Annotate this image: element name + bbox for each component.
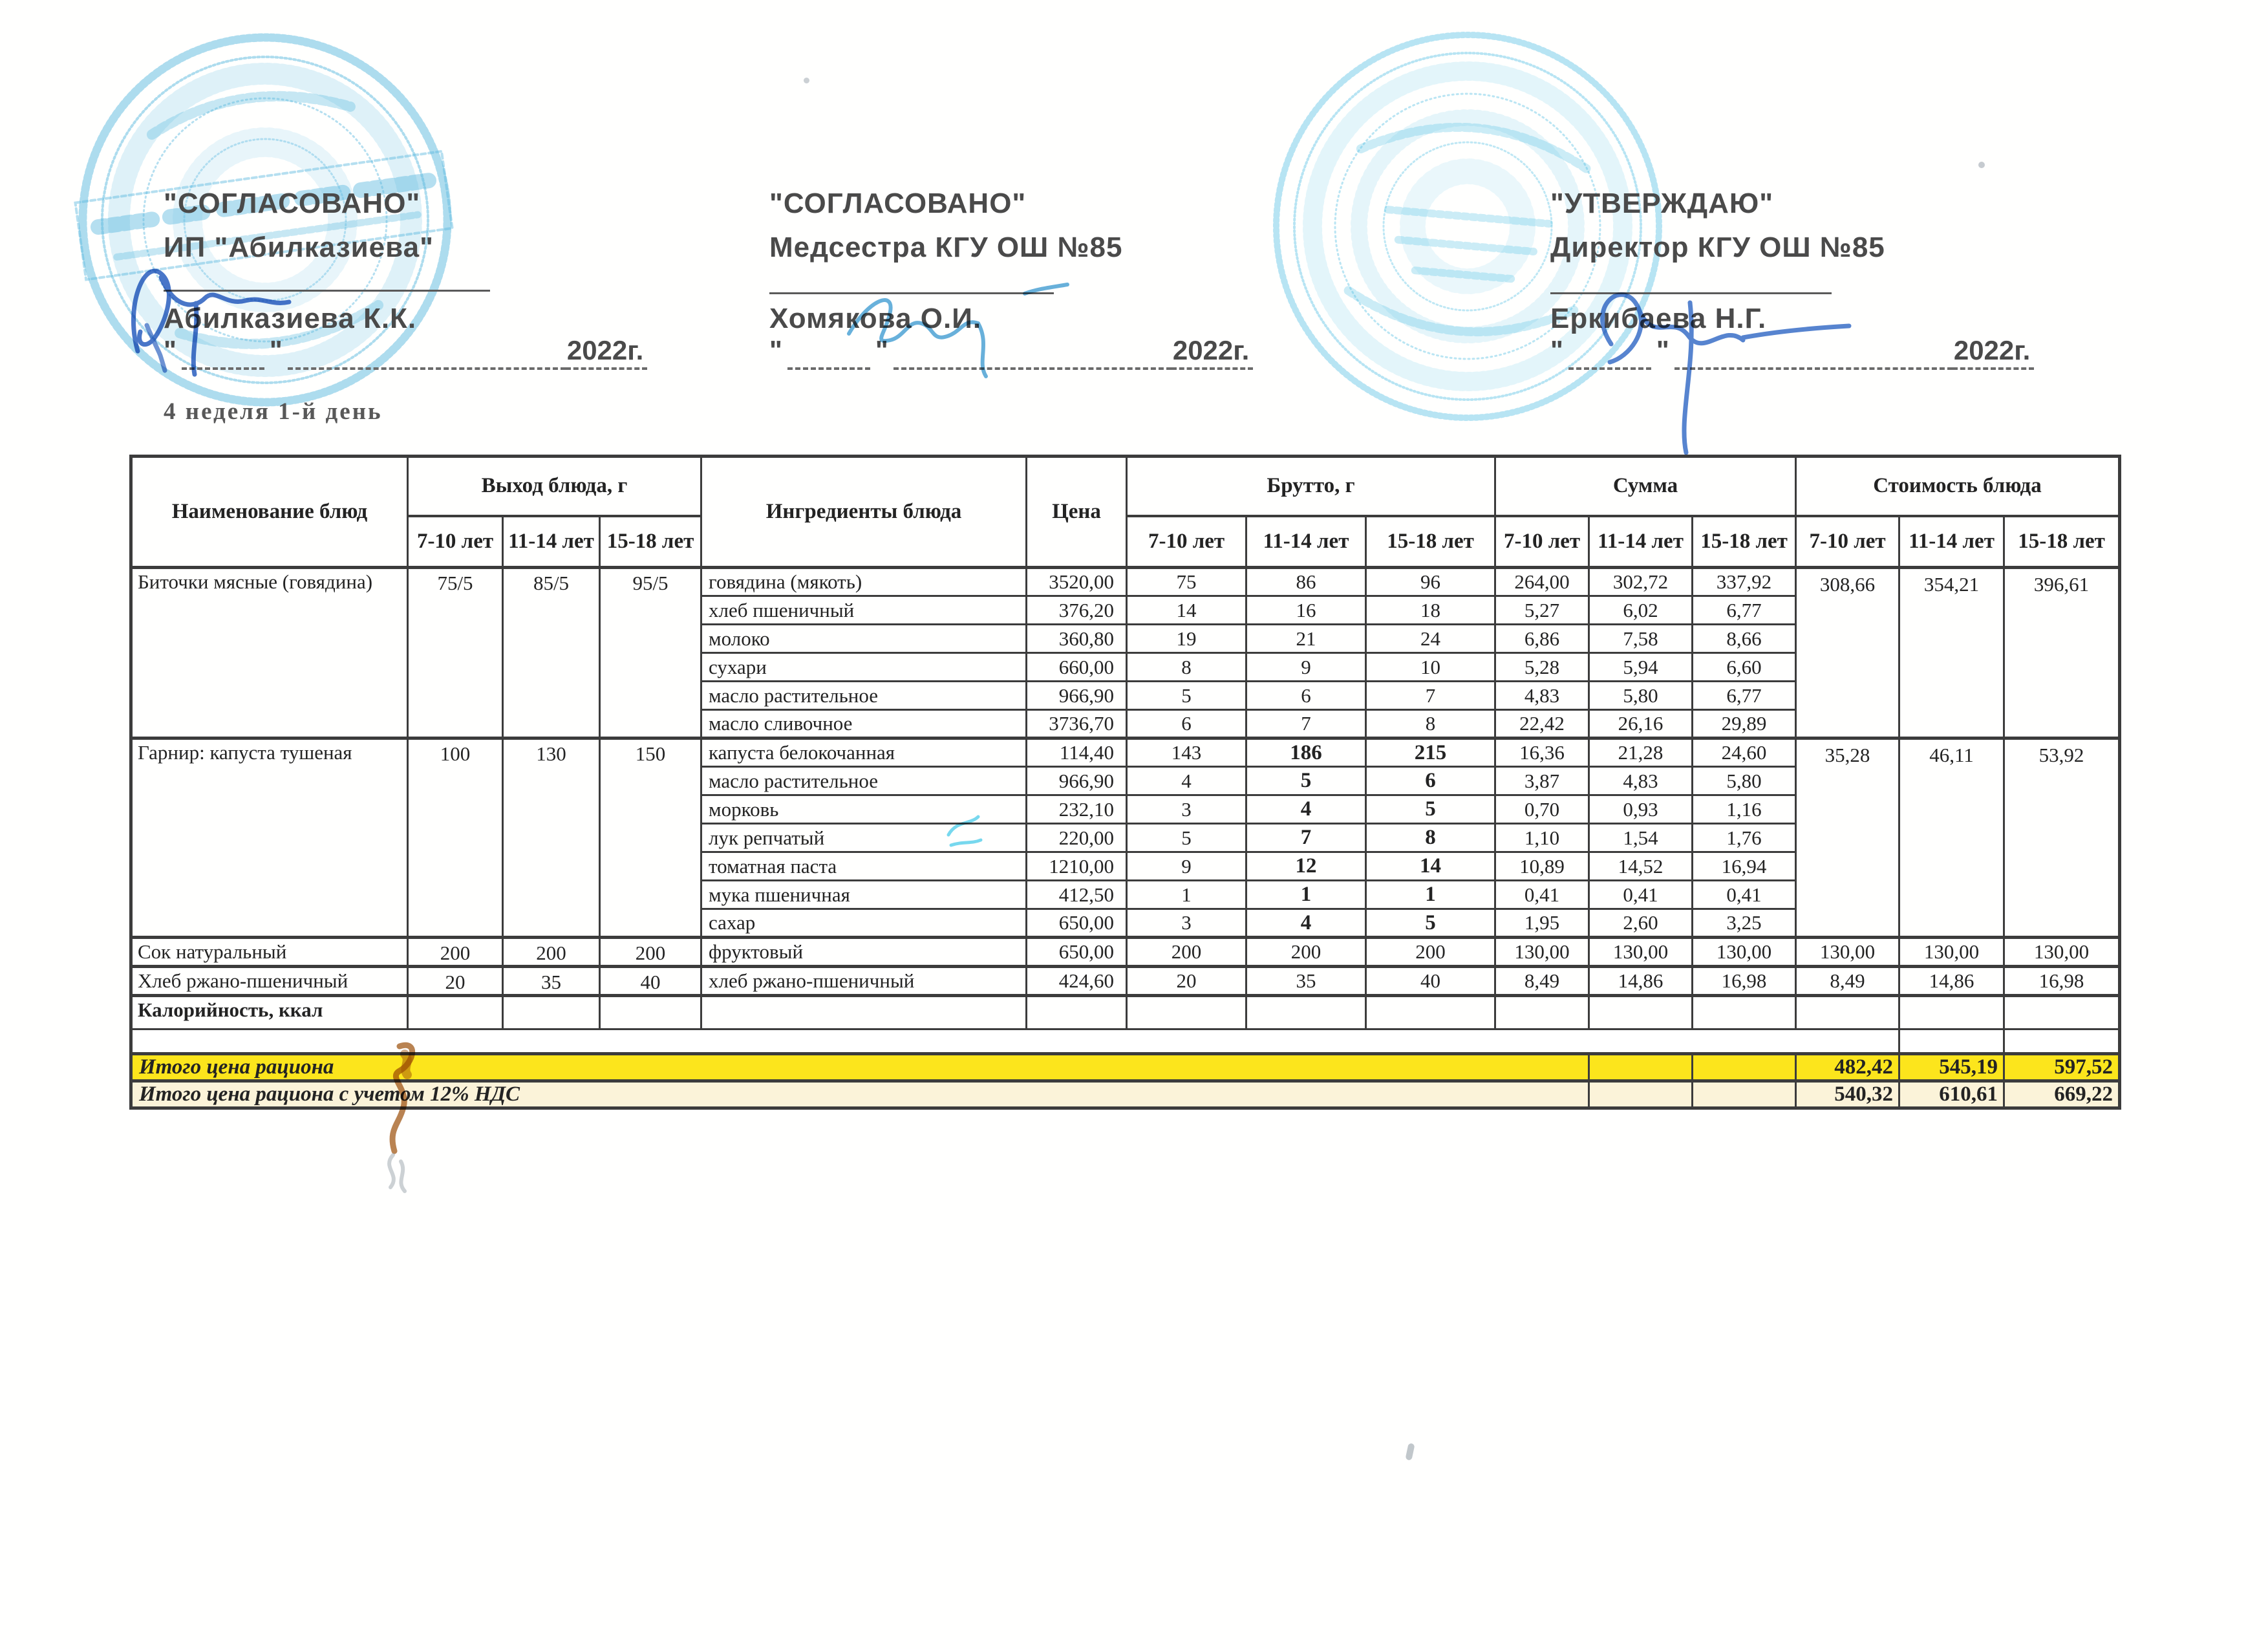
- total-value-cell: 669,22: [2004, 1081, 2120, 1108]
- sum-cell: 29,89: [1693, 710, 1796, 738]
- pen-mark-cyan: [941, 812, 999, 857]
- sum-cell: 16,36: [1495, 738, 1589, 767]
- ingredient-cell: лук репчатый: [701, 824, 1027, 852]
- empty-cell: [1589, 996, 1693, 1029]
- gross-cell: 143: [1127, 738, 1246, 767]
- sum-cell: 3,25: [1693, 909, 1796, 938]
- ingredient-cell: капуста белокочанная: [701, 738, 1027, 767]
- gross-cell: 1: [1127, 881, 1246, 909]
- gross-cell: 215: [1366, 738, 1495, 767]
- price-cell: 650,00: [1027, 909, 1127, 938]
- output-cell: 35: [503, 967, 600, 996]
- sum-cell: 1,16: [1693, 795, 1796, 824]
- gross-cell: 14: [1127, 596, 1246, 625]
- ingredient-cell: сахар: [701, 909, 1027, 938]
- col-header-age: 11-14 лет: [1899, 516, 2004, 568]
- output-cell: 20: [408, 967, 503, 996]
- empty-cell: [1027, 996, 1127, 1029]
- approval-subtitle: ИП "Абилказиева": [164, 232, 434, 263]
- dish-row: [131, 938, 2120, 967]
- sum-cell: 14,86: [1589, 967, 1693, 996]
- gross-cell: 10: [1366, 653, 1495, 682]
- gross-cell: 9: [1246, 653, 1366, 682]
- empty-cell: [1589, 1081, 1693, 1108]
- col-header-age: 15-18 лет: [600, 516, 701, 568]
- col-header-age: 7-10 лет: [1796, 516, 1899, 568]
- approver-name: Абилказиева К.К.: [164, 303, 417, 334]
- ingredient-cell: масло растительное: [701, 767, 1027, 795]
- dish-name-cell: Сок натуральный: [131, 938, 408, 967]
- output-cell: 100: [408, 738, 503, 938]
- quote-mark: ": [164, 335, 177, 365]
- col-header-sum: Сумма: [1495, 457, 1796, 516]
- output-cell: 130: [503, 738, 600, 938]
- sum-cell: 14,52: [1589, 852, 1693, 881]
- price-cell: 114,40: [1027, 738, 1127, 767]
- ingredient-cell: фруктовый: [701, 938, 1027, 967]
- gross-cell: 7: [1246, 710, 1366, 738]
- gross-cell: 186: [1246, 738, 1366, 767]
- col-header-age: 15-18 лет: [2004, 516, 2120, 568]
- gross-cell: 19: [1127, 625, 1246, 653]
- gross-cell: 5: [1366, 909, 1495, 938]
- cost-cell: 308,66: [1796, 568, 1899, 738]
- ink-stain: [362, 1035, 465, 1196]
- gross-cell: 4: [1127, 767, 1246, 795]
- sum-cell: 3,87: [1495, 767, 1589, 795]
- empty-cell: [1366, 996, 1495, 1029]
- price-cell: 376,20: [1027, 596, 1127, 625]
- sum-cell: 16,94: [1693, 852, 1796, 881]
- gross-cell: 3: [1127, 909, 1246, 938]
- gross-cell: 40: [1366, 967, 1495, 996]
- ingredient-cell: говядина (мякоть): [701, 568, 1027, 596]
- approver-name: Хомякова О.И.: [769, 303, 982, 334]
- col-header-output: Выход блюда, г: [408, 457, 701, 516]
- sum-cell: 5,80: [1693, 767, 1796, 795]
- signature-erkibaeva: [1557, 266, 1880, 460]
- approval-title: "УТВЕРЖДАЮ": [1550, 188, 1774, 219]
- gross-cell: 200: [1246, 938, 1366, 967]
- sum-cell: 6,77: [1693, 682, 1796, 710]
- col-header-age: 11-14 лет: [1246, 516, 1366, 568]
- col-header-ingredients: Ингредиенты блюда: [701, 457, 1027, 568]
- sum-cell: 1,54: [1589, 824, 1693, 852]
- empty-cell: [1796, 996, 1899, 1029]
- approval-title: "СОГЛАСОВАНО": [164, 188, 421, 219]
- sum-cell: 6,77: [1693, 596, 1796, 625]
- empty-cell: [2004, 996, 2120, 1029]
- col-header-age: 11-14 лет: [503, 516, 600, 568]
- dish-row: [131, 738, 2120, 767]
- gross-cell: 4: [1246, 795, 1366, 824]
- dish-name-cell: Гарнир: капуста тушеная: [131, 738, 408, 938]
- output-cell: 200: [503, 938, 600, 967]
- sum-cell: 302,72: [1589, 568, 1693, 596]
- sum-cell: 6,02: [1589, 596, 1693, 625]
- col-header-gross: Брутто, г: [1127, 457, 1495, 516]
- col-header-price: Цена: [1027, 457, 1127, 568]
- gross-cell: 3: [1127, 795, 1246, 824]
- total-label-cell: Итого цена рациона: [131, 1054, 1589, 1081]
- gross-cell: 7: [1366, 682, 1495, 710]
- cost-cell: 396,61: [2004, 568, 2120, 738]
- sum-cell: 264,00: [1495, 568, 1589, 596]
- gross-cell: 14: [1366, 852, 1495, 881]
- sum-cell: 22,42: [1495, 710, 1589, 738]
- gross-cell: 1: [1366, 881, 1495, 909]
- sum-cell: 5,27: [1495, 596, 1589, 625]
- quote-mark: ": [1656, 335, 1669, 365]
- price-cell: 966,90: [1027, 767, 1127, 795]
- ingredient-cell: сухари: [701, 653, 1027, 682]
- col-header-age: 15-18 лет: [1693, 516, 1796, 568]
- gross-cell: 8: [1127, 653, 1246, 682]
- cost-cell: 53,92: [2004, 738, 2120, 938]
- sum-cell: 0,41: [1495, 881, 1589, 909]
- sum-cell: 1,10: [1495, 824, 1589, 852]
- ingredient-cell: мука пшеничная: [701, 881, 1027, 909]
- ingredient-cell: хлеб ржано-пшеничный: [701, 967, 1027, 996]
- total-value-cell: 545,19: [1899, 1054, 2004, 1081]
- dish-row: [131, 568, 2120, 596]
- paper-speck: [1978, 162, 1985, 168]
- sum-cell: 337,92: [1693, 568, 1796, 596]
- sum-cell: 21,28: [1589, 738, 1693, 767]
- col-header-dish-name: Наименование блюд: [131, 457, 408, 568]
- gross-cell: 4: [1246, 909, 1366, 938]
- gross-cell: 6: [1366, 767, 1495, 795]
- year-label: 2022г.: [1171, 335, 1253, 370]
- price-cell: 1210,00: [1027, 852, 1127, 881]
- approval-block-nurse: [769, 188, 1325, 365]
- gross-cell: 5: [1246, 767, 1366, 795]
- sum-cell: 130,00: [1693, 938, 1796, 967]
- cost-cell: 16,98: [2004, 967, 2120, 996]
- empty-cell: [1693, 1054, 1796, 1081]
- quote-mark: ": [269, 335, 283, 365]
- output-cell: 200: [408, 938, 503, 967]
- sum-cell: 2,60: [1589, 909, 1693, 938]
- gross-cell: 6: [1246, 682, 1366, 710]
- gross-cell: 6: [1127, 710, 1246, 738]
- signature-khomyakova: [831, 272, 1089, 382]
- gross-cell: 75: [1127, 568, 1246, 596]
- empty-cell: [1127, 996, 1246, 1029]
- empty-cell: [1899, 996, 2004, 1029]
- cost-cell: 35,28: [1796, 738, 1899, 938]
- empty-cell: [1246, 996, 1366, 1029]
- sum-cell: 6,86: [1495, 625, 1589, 653]
- price-cell: 412,50: [1027, 881, 1127, 909]
- sum-cell: 8,66: [1693, 625, 1796, 653]
- empty-cell: [600, 996, 701, 1029]
- dish-name-cell: Биточки мясные (говядина): [131, 568, 408, 738]
- gross-cell: 200: [1366, 938, 1495, 967]
- col-header-age: 7-10 лет: [408, 516, 503, 568]
- sum-cell: 5,28: [1495, 653, 1589, 682]
- price-cell: 3520,00: [1027, 568, 1127, 596]
- gross-cell: 8: [1366, 710, 1495, 738]
- approval-title: "СОГЛАСОВАНО": [769, 188, 1027, 219]
- cost-cell: 14,86: [1899, 967, 2004, 996]
- cost-cell: 130,00: [1899, 938, 2004, 967]
- output-cell: 40: [600, 967, 701, 996]
- sum-cell: 130,00: [1589, 938, 1693, 967]
- gross-cell: 96: [1366, 568, 1495, 596]
- sum-cell: 10,89: [1495, 852, 1589, 881]
- sum-cell: 4,83: [1495, 682, 1589, 710]
- gross-cell: 16: [1246, 596, 1366, 625]
- gross-cell: 5: [1127, 824, 1246, 852]
- empty-cell: [1693, 996, 1796, 1029]
- col-header-age: 11-14 лет: [1589, 516, 1693, 568]
- signature-abilkazieva: [118, 248, 364, 377]
- approval-subtitle: Директор КГУ ОШ №85: [1550, 232, 1885, 263]
- cost-cell: 354,21: [1899, 568, 2004, 738]
- sum-cell: 24,60: [1693, 738, 1796, 767]
- sum-cell: 0,41: [1693, 881, 1796, 909]
- year-label: 2022г.: [566, 335, 647, 370]
- output-cell: 85/5: [503, 568, 600, 738]
- price-cell: 650,00: [1027, 938, 1127, 967]
- ingredient-cell: молоко: [701, 625, 1027, 653]
- total-value-cell: 597,52: [2004, 1054, 2120, 1081]
- ingredient-cell: масло растительное: [701, 682, 1027, 710]
- output-cell: 150: [600, 738, 701, 938]
- total-label-cell: Итого цена рациона с учетом 12% НДС: [131, 1081, 1589, 1108]
- ingredient-cell: морковь: [701, 795, 1027, 824]
- cost-cell: 130,00: [1796, 938, 1899, 967]
- calories-row: [131, 996, 2120, 1029]
- col-header-cost: Стоимость блюда: [1796, 457, 2120, 516]
- empty-cell: [1693, 1081, 1796, 1108]
- sum-cell: 130,00: [1495, 938, 1589, 967]
- gross-cell: 18: [1366, 596, 1495, 625]
- approval-subtitle: Медсестра КГУ ОШ №85: [769, 232, 1123, 263]
- sum-cell: 26,16: [1589, 710, 1693, 738]
- gross-cell: 24: [1366, 625, 1495, 653]
- quote-mark: ": [1550, 335, 1563, 365]
- price-cell: 360,80: [1027, 625, 1127, 653]
- price-cell: 424,60: [1027, 967, 1127, 996]
- empty-cell: [503, 996, 600, 1029]
- paper-speck: [1405, 1443, 1415, 1461]
- quote-mark: ": [875, 335, 888, 365]
- sum-cell: 5,80: [1589, 682, 1693, 710]
- price-cell: 220,00: [1027, 824, 1127, 852]
- sum-cell: 0,41: [1589, 881, 1693, 909]
- col-header-age: 7-10 лет: [1495, 516, 1589, 568]
- header-row-groups: [131, 457, 2120, 516]
- total-value-cell: 610,61: [1899, 1081, 2004, 1108]
- gross-cell: 1: [1246, 881, 1366, 909]
- sum-cell: 0,93: [1589, 795, 1693, 824]
- sum-cell: 5,94: [1589, 653, 1693, 682]
- cost-cell: 130,00: [2004, 938, 2120, 967]
- empty-cell: [2004, 1029, 2120, 1054]
- approval-block-director: [1550, 188, 2106, 365]
- cost-cell: 46,11: [1899, 738, 2004, 938]
- sum-cell: 6,60: [1693, 653, 1796, 682]
- gross-cell: 21: [1246, 625, 1366, 653]
- price-cell: 966,90: [1027, 682, 1127, 710]
- output-cell: 200: [600, 938, 701, 967]
- week-day-caption: 4 неделя 1-й день: [164, 398, 383, 425]
- gross-cell: 5: [1127, 682, 1246, 710]
- sum-cell: 0,70: [1495, 795, 1589, 824]
- col-header-age: 15-18 лет: [1366, 516, 1495, 568]
- price-cell: 232,10: [1027, 795, 1127, 824]
- sum-cell: 1,76: [1693, 824, 1796, 852]
- empty-cell: [408, 996, 503, 1029]
- output-cell: 75/5: [408, 568, 503, 738]
- gross-cell: 86: [1246, 568, 1366, 596]
- gross-cell: 7: [1246, 824, 1366, 852]
- paper-speck: [804, 78, 809, 83]
- empty-cell: [1899, 1029, 2004, 1054]
- empty-cell: [1495, 996, 1589, 1029]
- gross-cell: 20: [1127, 967, 1246, 996]
- gross-cell: 35: [1246, 967, 1366, 996]
- price-cell: 660,00: [1027, 653, 1127, 682]
- cost-cell: 8,49: [1796, 967, 1899, 996]
- sum-cell: 8,49: [1495, 967, 1589, 996]
- ingredient-cell: томатная паста: [701, 852, 1027, 881]
- col-header-age: 7-10 лет: [1127, 516, 1246, 568]
- sum-cell: 1,95: [1495, 909, 1589, 938]
- ingredient-cell: хлеб пшеничный: [701, 596, 1027, 625]
- year-label: 2022г.: [1952, 335, 2034, 370]
- gross-cell: 5: [1366, 795, 1495, 824]
- menu-table: [129, 455, 2121, 1110]
- output-cell: 95/5: [600, 568, 701, 738]
- total-value-cell: 482,42: [1796, 1054, 1899, 1081]
- quote-mark: ": [769, 335, 782, 365]
- dish-name-cell: Хлеб ржано-пшеничный: [131, 967, 408, 996]
- empty-cell: [701, 996, 1027, 1029]
- empty-cell: [1589, 1054, 1693, 1081]
- price-cell: 3736,70: [1027, 710, 1127, 738]
- sum-cell: 7,58: [1589, 625, 1693, 653]
- total-value-cell: 540,32: [1796, 1081, 1899, 1108]
- gross-cell: 200: [1127, 938, 1246, 967]
- sum-cell: 16,98: [1693, 967, 1796, 996]
- gross-cell: 8: [1366, 824, 1495, 852]
- calories-label-cell: Калорийность, ккал: [131, 996, 408, 1029]
- sum-cell: 4,83: [1589, 767, 1693, 795]
- ingredient-cell: масло сливочное: [701, 710, 1027, 738]
- gross-cell: 9: [1127, 852, 1246, 881]
- gross-cell: 12: [1246, 852, 1366, 881]
- approver-name: Еркибаева Н.Г.: [1550, 303, 1767, 334]
- dish-row: [131, 967, 2120, 996]
